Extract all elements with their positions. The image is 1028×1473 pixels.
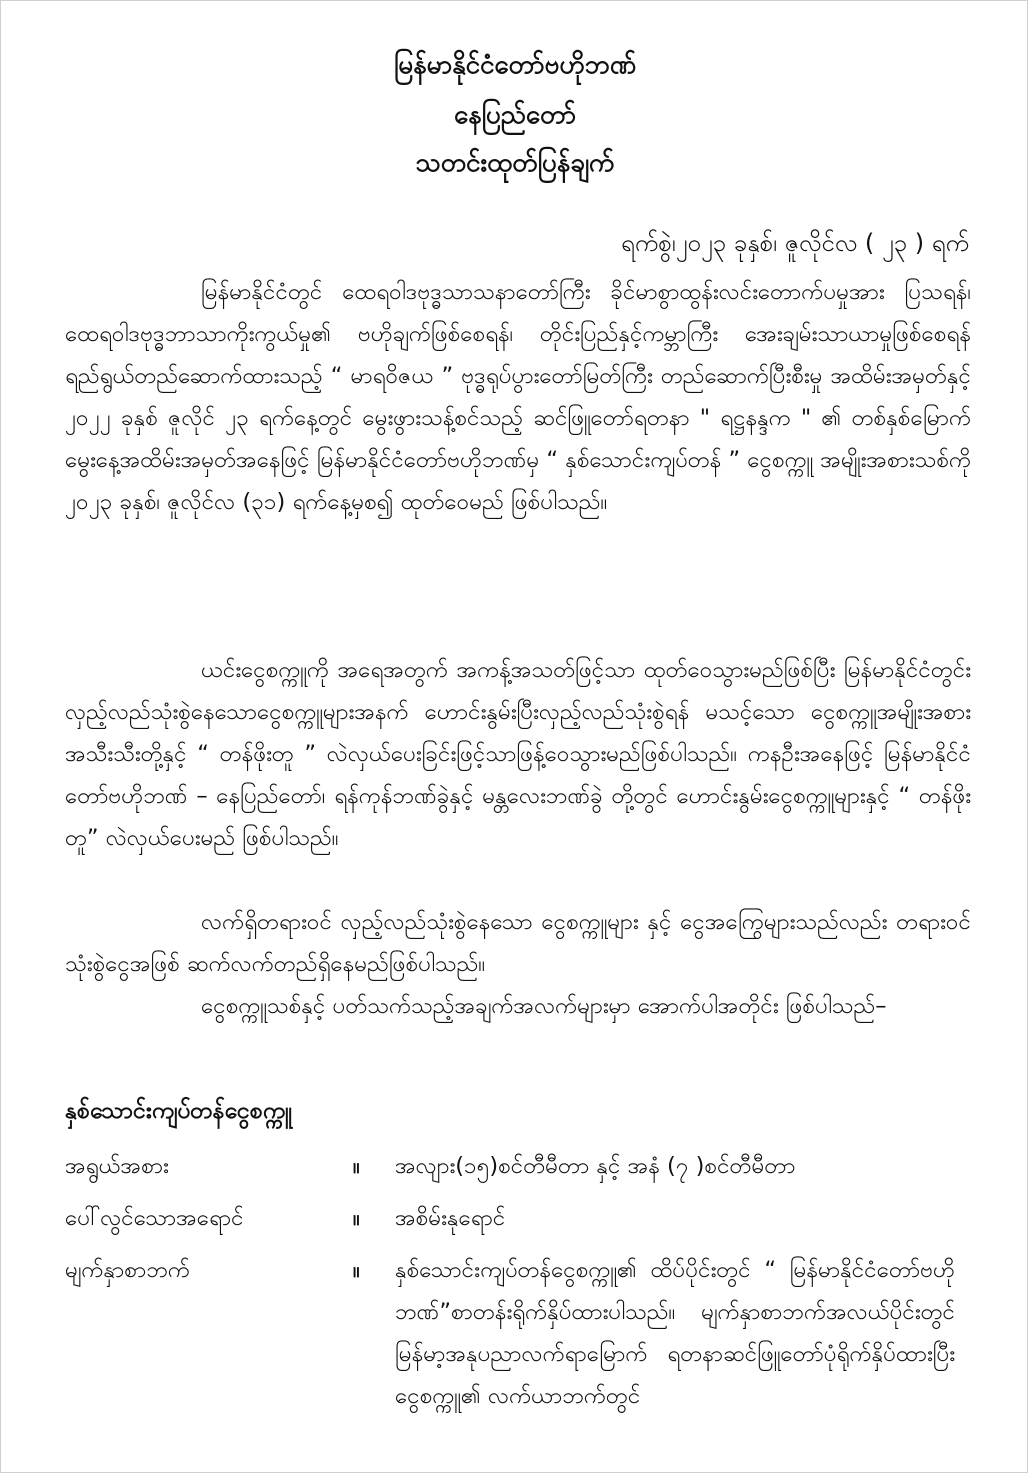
header-doc-type: သတင်းထုတ်ပြန်ချက် — [415, 148, 615, 178]
spec-separator: ။ — [353, 1257, 362, 1283]
spec-value: နှစ်သောင်းကျပ်တန်ငွေစက္ကူ၏ ထိပ်ပိုင်းတွင် “ မြန်မာနိုင်ငံတော်ဗဟိုဘဏ်”စာတန်းရိုက်နှိပ်ထားပါသည်။ မျက်နှာစာဘက်အလယ်ပိုင်းတွင် မြန်မာ့အနုပညာလက်ရာမြောက် ရတနာဆင်ဖြူတော်ပုံရိုက်နှိပ်ထားပြီး ငွေစက္ကူ၏ လက်ယာဘက်တွင် — [395, 1257, 955, 1409]
release-date: ရက်စွဲ၊၂၀၂၃ ခုနှစ်၊ ဇူလိုင်လ ( ၂၃ ) ရက် — [621, 229, 969, 257]
spec-label: မျက်နှာစာဘက် — [65, 1257, 190, 1283]
paragraph-2: ယင်းငွေစက္ကူကို အရေအတွက် အကန့်အသတ်ဖြင့်သာ ထုတ်ဝေသွားမည်ဖြစ်ပြီး မြန်မာနိုင်ငံတွင်း လှည့်လည်သုံးစွဲနေသောငွေစက္ကူများအနက် ဟောင်းနွမ်းပြီးလှည့်လည်သုံးစွဲရန် မသင့်သော ငွေစက္ကူအမျိုးအစားအသီးသီးတို့နှင့် “ တန်ဖိုးတူ ” လဲလှယ်ပေးခြင်းဖြင့်သာဖြန့်ဝေသွားမည်ဖြစ်ပါသည်။ ကနဦးအနေဖြင့် မြန်မာနိုင်ငံတော်ဗဟိုဘဏ် – နေပြည်တော်၊ ရန်ကုန်ဘဏ်ခွဲနှင့် မန္တလေးဘဏ်ခွဲ တို့တွင် ဟောင်းနွမ်းငွေစက္ကူများနှင့် “ တန်ဖိုးတူ” လဲလှယ်ပေးမည် ဖြစ်ပါသည်။ — [65, 657, 971, 851]
section-title: နှစ်သောင်းကျပ်တန်ငွေစက္ကူ — [65, 1098, 292, 1124]
spec-separator: ။ — [353, 1153, 362, 1179]
header-location: နေပြည်တော် — [453, 100, 577, 130]
paragraph-3: လက်ရှိတရားဝင် လှည့်လည်သုံးစွဲနေသော ငွေစက္ကူများ နှင့် ငွေအကြွေများသည်လည်း တရားဝင်သုံးစွဲငွေအဖြစ် ဆက်လက်တည်ရှိနေမည်ဖြစ်ပါသည်။ — [65, 909, 971, 977]
spec-value: အလျား(၁၅)စင်တီမီတာ နှင့် အနံ (၇ )စင်တီမီတာ — [395, 1153, 796, 1179]
paragraph-4: ငွေစက္ကူသစ်နှင့် ပတ်သက်သည့်အချက်အလက်များမှာ အောက်ပါအတိုင်း ဖြစ်ပါသည်– — [201, 993, 887, 1019]
paragraph-1: မြန်မာနိုင်ငံတွင် ထေရဝါဒဗုဒ္ဓသာသနာတော်ကြီး ခိုင်မာစွာထွန်းလင်းတောက်ပမှုအား ပြသရန်၊ ထေရဝါဒဗုဒ္ဓဘာသာကိုးကွယ်မှု၏ ဗဟိုချက်ဖြစ်စေရန်၊ တိုင်းပြည်နှင့်ကမ္ဘာကြီး အေးချမ်းသာယာမှုဖြစ်စေရန် ရည်ရွယ်တည်ဆောက်ထားသည့် “ မာရဝိဇယ ” ဗုဒ္ဓရုပ်ပွားတော်မြတ်ကြီး တည်ဆောက်ပြီးစီးမှု အထိမ်းအမှတ်နှင့် ၂၀၂၂ ခုနှစ် ဇူလိုင် ၂၃ ရက်နေ့တွင် မွေးဖွားသန့်စင်သည့် ဆင်ဖြူတော်ရတနာ " ရဋ္ဌနန္ဒက " ၏ တစ်နှစ်မြောက်မွေးနေ့အထိမ်းအမှတ်အနေဖြင့် မြန်မာနိုင်ငံတော်ဗဟိုဘဏ်မှ “ နှစ်သောင်းကျပ်တန် ” ငွေစက္ကူ အမျိုးအစားသစ်ကို ၂၀၂၃ ခုနှစ်၊ ဇူလိုင်လ (၃၁) ရက်နေ့မှစ၍ ထုတ်ဝေမည် ဖြစ်ပါသည်။ — [65, 279, 971, 515]
spec-label: ပေါ်လွင်သောအရောင် — [65, 1205, 244, 1231]
spec-value: အစိမ်းနုရောင် — [395, 1205, 506, 1231]
spec-label: အရွယ်အစား — [65, 1153, 169, 1179]
header-org-name: မြန်မာနိုင်ငံတော်ဗဟိုဘဏ် — [393, 50, 637, 80]
spec-separator: ။ — [353, 1205, 362, 1231]
